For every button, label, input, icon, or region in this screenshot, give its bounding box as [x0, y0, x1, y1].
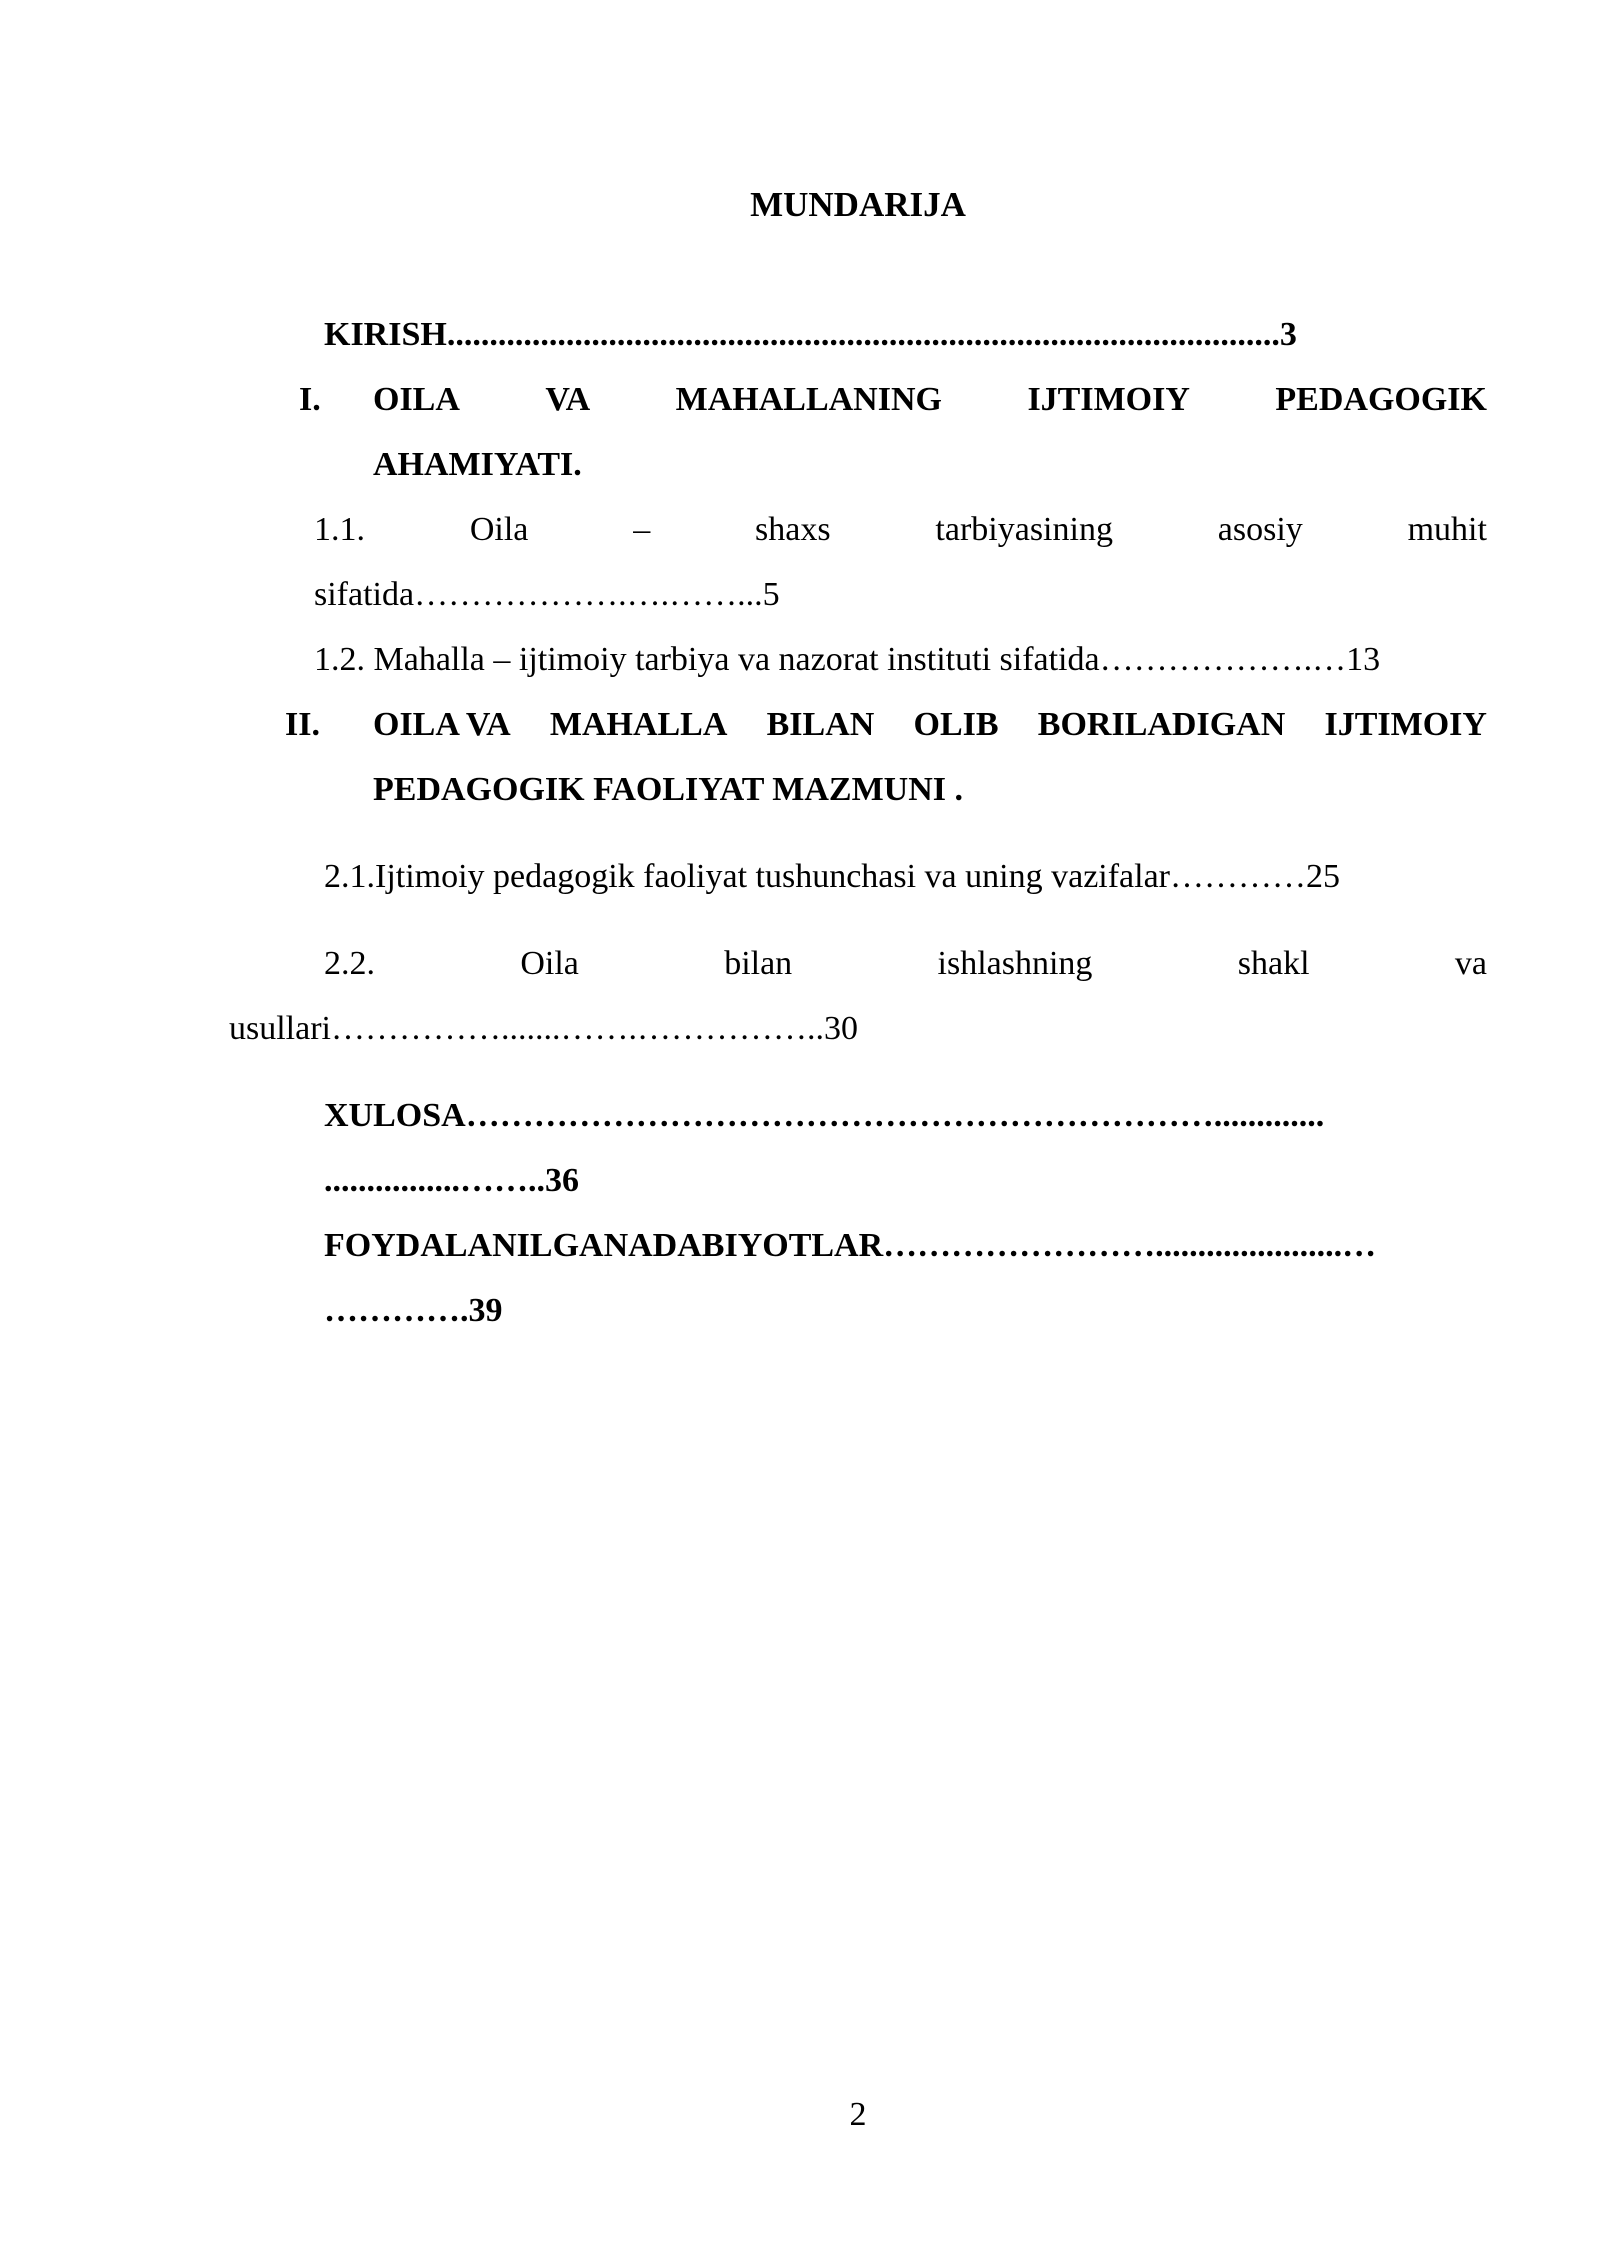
toc-entry-adabiyotlar-line2: ………….39: [324, 1292, 503, 1329]
section-2-2-word: bilan: [724, 945, 793, 982]
toc-entry-1-2: 1.2. Mahalla – ijtimoiy tarbiya va nazorat instituti sifatida……………….…13: [314, 641, 1381, 678]
chapter-2-word: OLIB: [913, 706, 999, 743]
chapter-1-word: OILA: [373, 381, 460, 418]
section-2-2-word: Oila: [520, 945, 579, 982]
chapter-1-title-line1: [373, 375, 1487, 425]
chapter-2-title-line2: PEDAGOGIK FAOLIYAT MAZMUNI .: [373, 771, 964, 808]
chapter-2-word: OILA VA: [373, 706, 511, 743]
chapter-2-title-line1: [373, 700, 1487, 750]
section-1-1-word: Oila: [469, 511, 529, 548]
chapter-1-word: IJTIMOIY: [1027, 381, 1190, 418]
section-1-1-word: shaxs: [755, 511, 831, 548]
toc-entry-1-1-line2: sifatida……………….….……...5: [314, 576, 780, 613]
toc-entry-kirish: KIRISH..................................................................................................3: [324, 316, 1297, 353]
chapter-1-title-line2: AHAMIYATI.: [373, 446, 582, 483]
chapter-1-word: MAHALLANING: [675, 381, 942, 418]
toc-entry-xulosa-line2: ................……..36: [324, 1162, 579, 1199]
page-title: MUNDARIJA: [750, 185, 966, 224]
toc-entry-2-2-line1: [324, 939, 1487, 989]
section-1-1-word: 1.1.: [314, 511, 365, 548]
section-2-2-word: ishlashning: [937, 945, 1093, 982]
chapter-1-word: VA: [545, 381, 591, 418]
chapter-1-word: PEDAGOGIK: [1275, 381, 1487, 418]
section-2-2-word: shakl: [1237, 945, 1310, 982]
chapter-1-numeral: I.: [299, 381, 321, 418]
section-1-1-word: –: [633, 511, 651, 548]
section-1-1-word: muhit: [1407, 511, 1487, 548]
toc-entry-adabiyotlar-line1: FOYDALANILGANADABIYOTLAR……………………......................…: [324, 1227, 1377, 1264]
section-1-1-word: asosiy: [1217, 511, 1303, 548]
toc-entry-2-1: 2.1.Ijtimoiy pedagogik faoliyat tushunchasi va uning vazifalar…………25: [324, 858, 1340, 895]
section-2-2-word: va: [1454, 945, 1487, 982]
toc-entry-xulosa-line1: XULOSA………………………………………………………….............: [324, 1097, 1325, 1134]
section-1-1-word: tarbiyasining: [935, 511, 1113, 548]
chapter-2-word: BORILADIGAN: [1037, 706, 1286, 743]
chapter-2-word: MAHALLA: [549, 706, 728, 743]
chapter-2-word: BILAN: [766, 706, 875, 743]
chapter-2-word: IJTIMOIY: [1324, 706, 1487, 743]
page-number: 2: [849, 2096, 867, 2133]
toc-entry-2-2-line2: usullari…………….......…….……………..30: [229, 1010, 858, 1047]
toc-entry-1-1-line1: [314, 505, 1487, 555]
section-2-2-word: 2.2.: [324, 945, 375, 982]
chapter-2-numeral: II.: [285, 706, 320, 743]
